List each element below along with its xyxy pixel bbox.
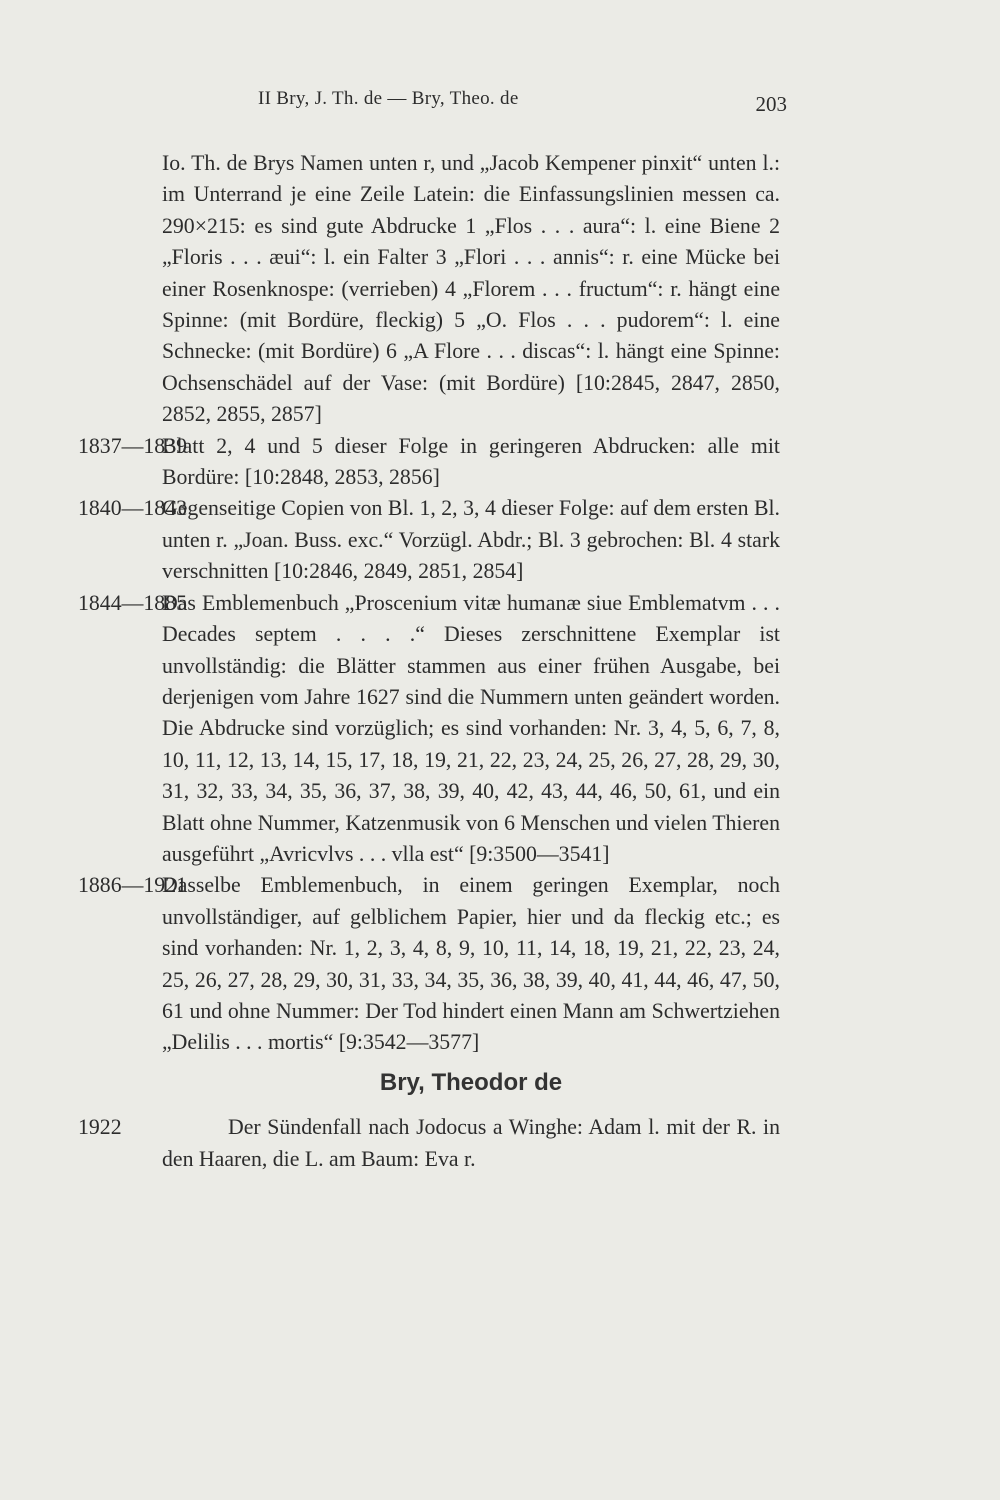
- page-number: 203: [755, 92, 787, 116]
- catalog-entry: [78, 870, 780, 1058]
- entry-number: 1922: [78, 1115, 122, 1140]
- entry-text: Io. Th. de Brys Namen unten r, und „Jacob Kempener pinxit“ unten l.: im Unterrand je eine Zeile Latein: die Einfassungslinien messen ca. 290×215: es sind gute Abdrucke 1 „Flos . . . aura“: l. eine Biene 2 „Floris . . . æui“: l. ein Falter 3 „Flori . . . annis“: r. eine Mücke bei einer Rosenknospe: (verrieben) 4 „Florem . . . fructum“: r. hängt eine Spinne: (mit Bordüre, fleckig) 5 „O. Flos . . . pudorem“: l. eine Schnecke: (mit Bordüre) 6 „A Flore . . . discas“: l. hängt eine Spinne: Ochsenschädel auf der Vase: (mit Bordüre) [10:2845, 2847, 2850, 2852, 2855, 2857]: [162, 151, 780, 427]
- catalog-entry: [78, 493, 780, 587]
- entry-text: Der Sündenfall nach Jodocus a Winghe: Adam l. mit der R. in den Haaren, die L. am Baum: Eva r.: [162, 1115, 780, 1171]
- running-head: II Bry, J. Th. de — Bry, Theo. de: [258, 88, 519, 109]
- entry-text: Blatt 2, 4 und 5 dieser Folge in geringeren Abdrucken: alle mit Bordüre: [10:2848, 2853, 2856]: [162, 433, 780, 490]
- entry-number: 1844—1885: [78, 590, 187, 615]
- catalog-entry: [78, 148, 780, 431]
- entry-text: Gegenseitige Copien von Bl. 1, 2, 3, 4 dieser Folge: auf dem ersten Bl. unten r. „Joan. Buss. exc.“ Vorzügl. Abdr.; Bl. 3 gebrochen: Bl. 4 stark verschnitten [10:2846, 2849, 2851, 2854]: [162, 496, 780, 584]
- catalog-entry: [78, 1112, 780, 1175]
- page-header: [0, 88, 1000, 116]
- page-body: [78, 148, 780, 1175]
- entry-text: Dasselbe Emblemenbuch, in einem geringen Exemplar, noch unvollständiger, auf gelblichem Papier, hier und da fleckig etc.; es sind vorhanden: Nr. 1, 2, 3, 4, 8, 9, 10, 11, 14, 18, 19, 21, 22, 23, 24, 25, 26, 27, 28, 29, 30, 31, 33, 34, 35, 36, 38, 39, 40, 41, 44, 46, 47, 50, 61 und ohne Nummer: Der Tod hindert einen Mann am Schwertziehen „Delilis . . . mortis“ [9:3542—3577]: [162, 873, 780, 1055]
- catalog-entry: [78, 588, 780, 871]
- entry-number: 1840—1843: [78, 496, 187, 521]
- section-heading: Bry, Theodor de: [379, 1068, 563, 1096]
- catalog-entry: [78, 431, 780, 494]
- entry-text: Das Emblemenbuch „Proscenium vitæ humanæ siue Emblematvm . . . Decades septem . . . .“ Dieses zerschnittene Exemplar ist unvollständig: die Blätter stammen aus einer frühen Ausgabe, bei derjenigen vom Jahre 1627 sind die Nummern unten geändert worden. Die Abdrucke sind vorzüglich; es sind vorhanden: Nr. 3, 4, 5, 6, 7, 8, 10, 11, 12, 13, 14, 15, 17, 18, 19, 21, 22, 23, 24, 25, 26, 27, 28, 29, 30, 31, 32, 33, 34, 35, 36, 37, 38, 39, 40, 42, 43, 44, 46, 50, 61, und ein Blatt ohne Nummer, Katzenmusik von 6 Menschen und vielen Thieren ausgeführt „Avricvlvs . . . vlla est“ [9:3500—3541]: [162, 590, 780, 866]
- entry-number: 1886—1921: [78, 873, 187, 898]
- entry-number: 1837—1839: [78, 433, 187, 458]
